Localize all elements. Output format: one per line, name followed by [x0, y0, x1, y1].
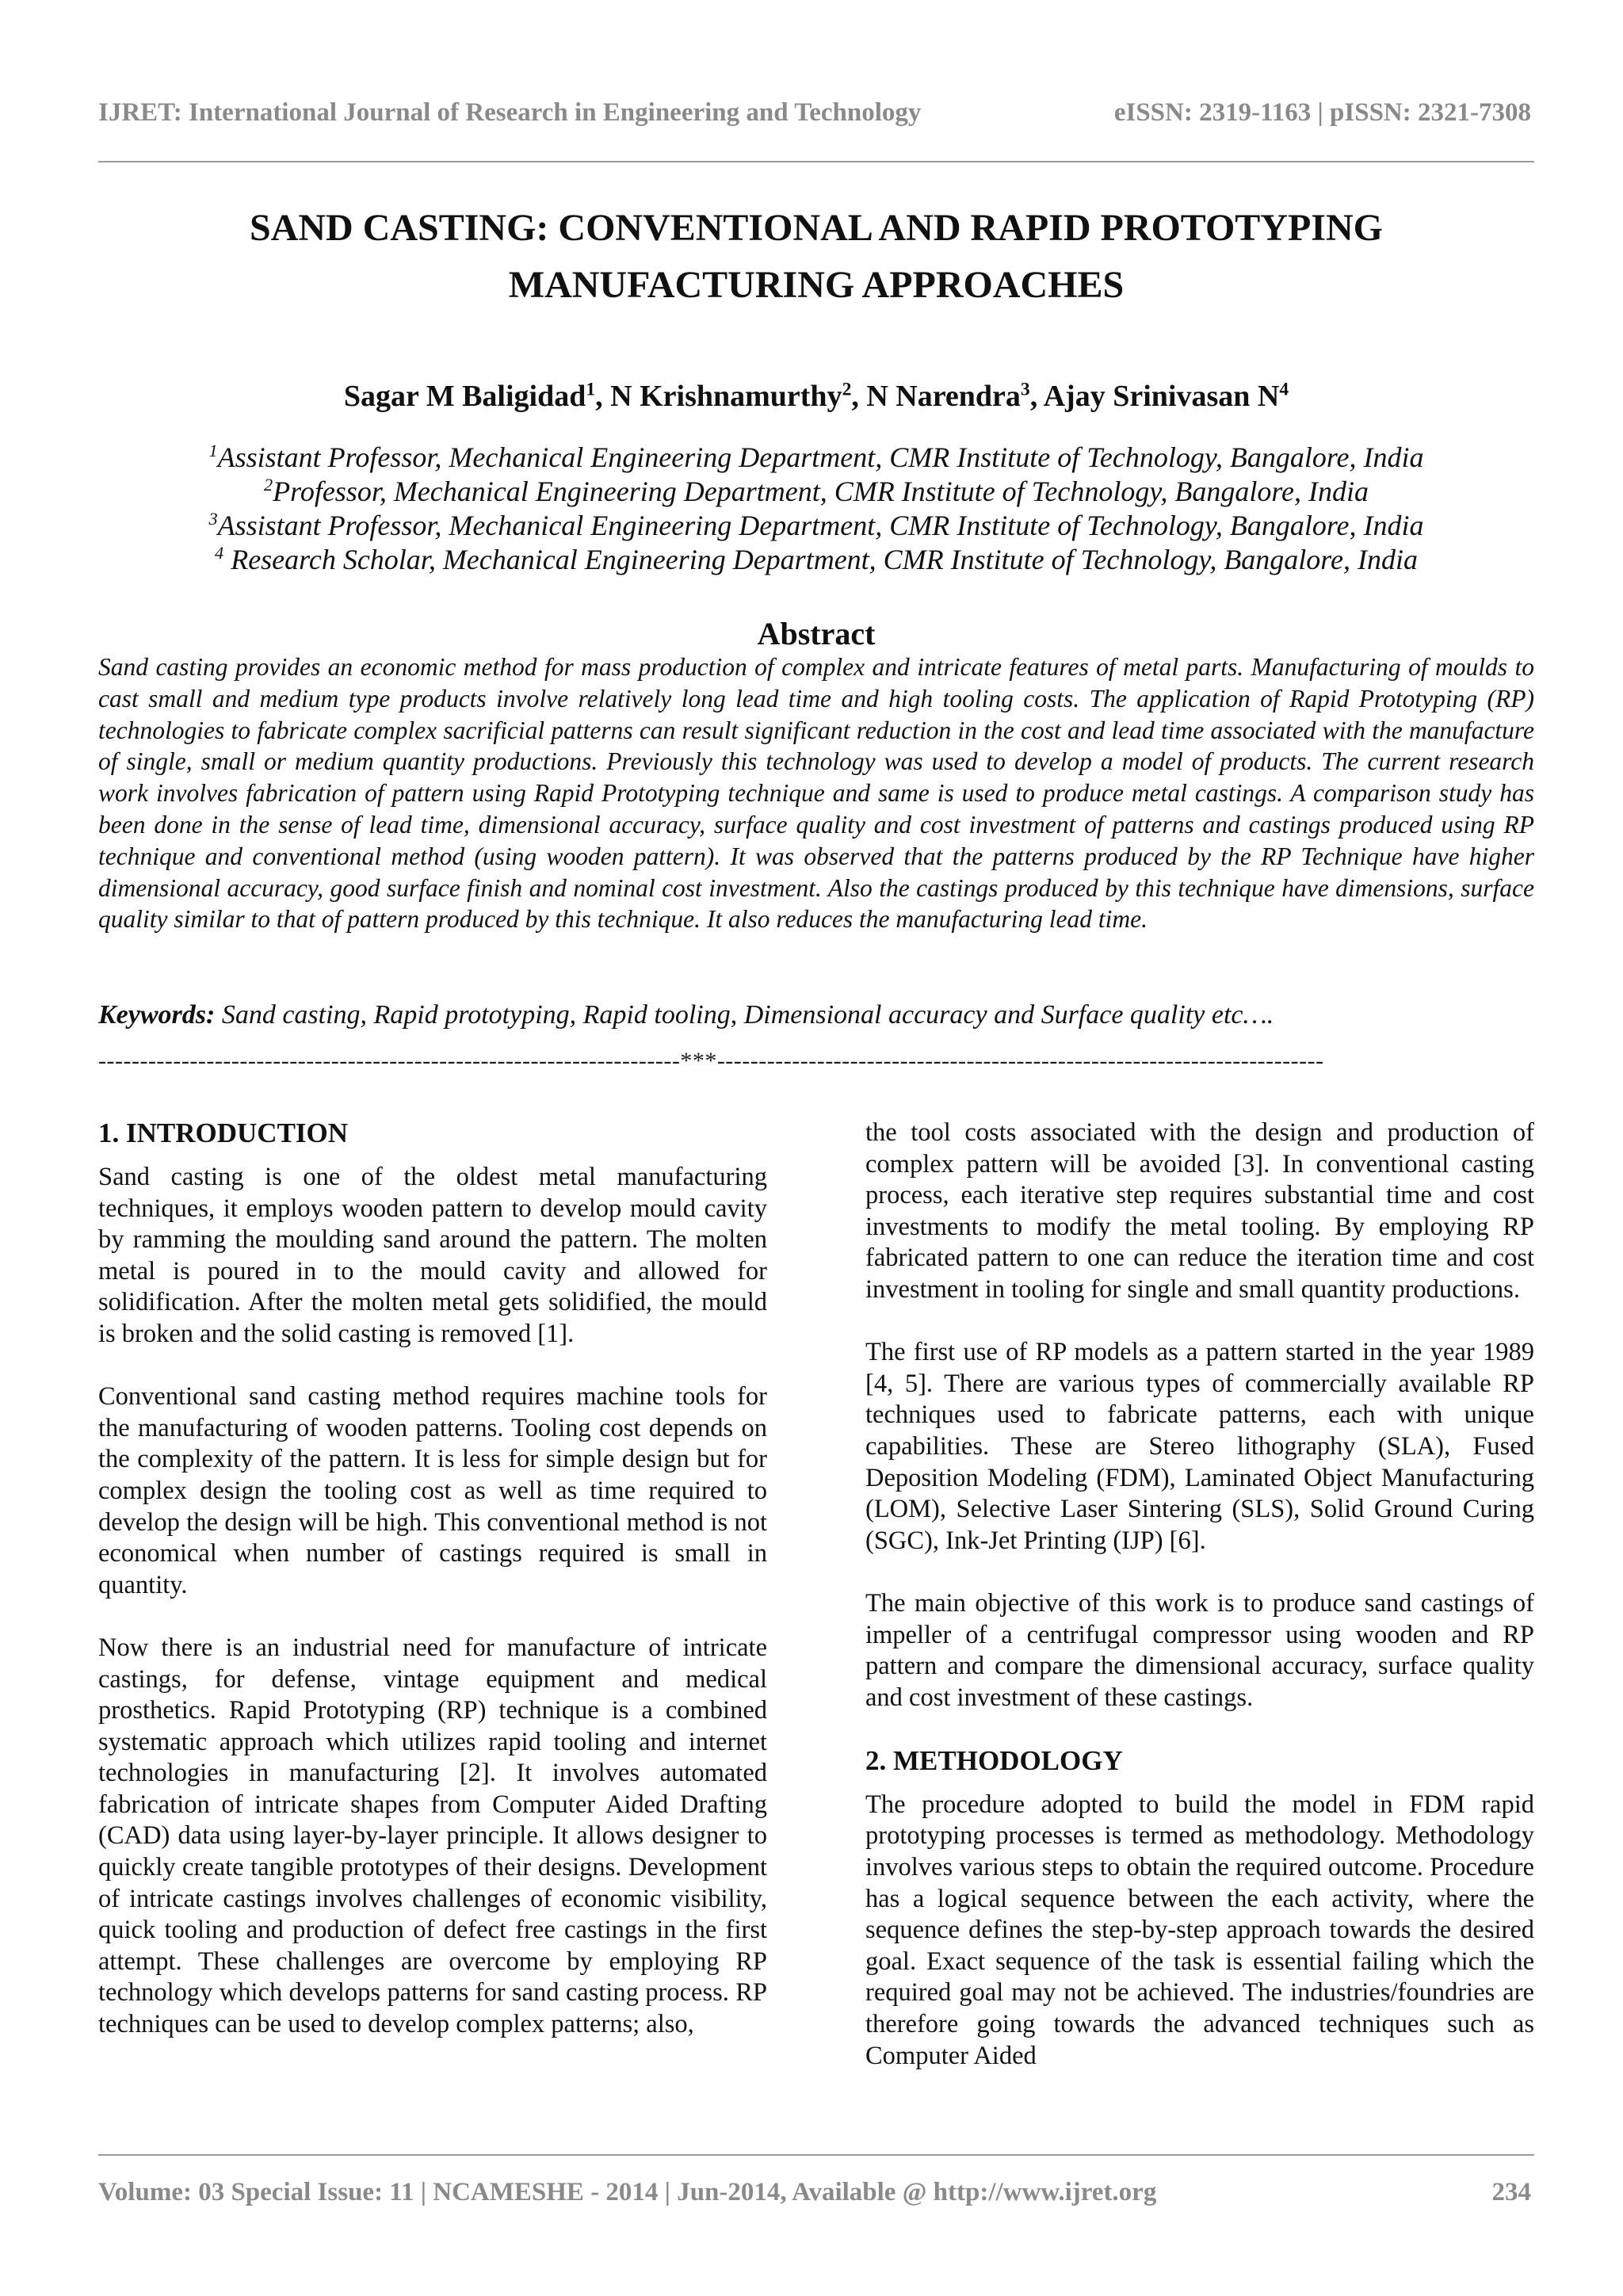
- author-mark: 1: [586, 379, 596, 400]
- title-line-2: MANUFACTURING APPROACHES: [508, 264, 1125, 306]
- journal-header: IJRET: International Journal of Research in Engineering and Technology: [98, 98, 922, 127]
- keywords-label: Keywords:: [98, 1000, 216, 1030]
- paper-title: [98, 200, 1534, 314]
- issn-header: eISSN: 2319-1163 | pISSN: 2321-7308: [1113, 98, 1531, 127]
- keywords: [98, 1000, 1534, 1030]
- author-name: Ajay Srinivasan N: [1043, 380, 1280, 413]
- abstract-text: Sand casting provides an economic method for mass production of complex and intricate features of metal parts. Manufacturing of moulds to cast small and medium type products involve relatively long lead time and high tooling costs. The application of Rapid Prototyping (RP) technologies to fabricate complex sacrificial patterns can result significant reduction in the cost and lead time associated with the manufacture of single, small or medium quantity productions. Previously this technology was used to develop a model of products. The current research work involves fabrication of pattern using Rapid Prototyping technique and same is used to produce metal castings. A comparison study has been done in the sense of lead time, dimensional accuracy, surface quality and cost investment of patterns and castings produced using RP technique and conventional method (using wooden pattern). It was observed that the patterns produced by the RP Technique have higher dimensional accuracy, good surface finish and nominal cost investment. Also the castings produced by this technique have dimensions, surface quality similar to that of pattern produced by this technique. It also reduces the manufacturing lead time.: [98, 653, 1534, 934]
- section-heading-methodology: 2. METHODOLOGY: [865, 1744, 1123, 1776]
- page-number: 234: [1491, 2178, 1531, 2206]
- author-mark: 3: [1020, 379, 1030, 400]
- paragraph: Sand casting is one of the oldest metal manufacturing techniques, it employs wooden pattern to develop mould cavity by ramming the moulding sand around the pattern. The molten metal is poured in to the mould cavity and allowed for solidification. After the molten metal gets solidified, the mould is broken and the solid casting is removed [1].: [98, 1163, 767, 1348]
- paragraph: Conventional sand casting method requires machine tools for the manufacturing of wooden patterns. Tooling cost depends on the complexity of the pattern. It is less for simple design but for complex design the tooling cost as well as time required to develop the design will be high. This conventional method is not economical when number of castings required is small in quantity.: [98, 1382, 767, 1599]
- author-mark: 4: [1279, 379, 1289, 400]
- footer-rule: [98, 2154, 1534, 2156]
- section-separator: ----------------------------------------------------------------------***-------------------------------------------------------------------------: [98, 1048, 1324, 1074]
- section-heading-introduction: 1. INTRODUCTION: [98, 1117, 349, 1148]
- paragraph: the tool costs associated with the design and production of complex pattern will be avoided [3]. In conventional casting process, each iterative step requires substantial time and cost investments to modify the metal tooling. By employing RP fabricated pattern to one can reduce the iteration time and cost investment in tooling for single and small quantity productions.: [865, 1118, 1534, 1304]
- affiliation-line: $^3$Assistant Professor, Mechanical Engineering Department, CMR Institute of Technology, Bangalore, India: [208, 509, 1424, 541]
- title-line-1: SAND CASTING: CONVENTIONAL AND RAPID PROTOTYPING: [250, 207, 1383, 249]
- paragraph: The main objective of this work is to produce sand castings of impeller of a centrifugal compressor using wooden and RP pattern and compare the dimensional accuracy, surface quality and cost investment of these castings.: [865, 1588, 1534, 1712]
- author-list: Sagar M Baligidad$^1$, N Krishnamurthy$^2$, N Narendra$^3$, Ajay Srinivasan $N^4$: [343, 379, 1289, 413]
- author-name: N Krishnamurthy: [610, 380, 842, 413]
- author-name: Sagar M Baligidad: [343, 380, 586, 413]
- left-column: [98, 1117, 767, 2072]
- footer-info: Volume: 03 Special Issue: 11 | NCAMESHE - 2014 | Jun-2014, Available @ http://www.ijret.org: [98, 2178, 1157, 2206]
- header-rule: [98, 161, 1534, 162]
- paragraph: The procedure adopted to build the model in FDM rapid prototyping processes is termed as methodology. Methodology involves various steps to obtain the required outcome. Procedure has a logical sequence between the each activity, where the sequence defines the step-by-step approach towards the desired goal. Exact sequence of the task is essential failing which the required goal may not be achieved. The industries/foundries are therefore going towards the advanced techniques such as Computer Aided: [865, 1790, 1534, 2070]
- right-column: [865, 1117, 1534, 2103]
- abstract-heading: Abstract: [757, 616, 876, 651]
- keywords-text: Sand casting, Rapid prototyping, Rapid tooling, Dimensional accuracy and Surface quality etc….: [215, 1000, 1274, 1030]
- paragraph: Now there is an industrial need for manufacture of intricate castings, for defense, vintage equipment and medical prosthetics. Rapid Prototyping (RP) technique is a combined systematic approach which utilizes rapid tooling and internet technologies in manufacturing [2]. It involves automated fabrication of intricate shapes from Computer Aided Drafting (CAD) data using layer-by-layer principle. It allows designer to quickly create tangible prototypes of their designs. Development of intricate castings involves challenges of economic visibility, quick tooling and production of defect free castings in the first attempt. These challenges are overcome by employing RP technology which develops patterns for sand casting process. RP techniques can be used to develop complex patterns; also,: [98, 1633, 767, 2039]
- affiliation-line: $^1$Assistant Professor, Mechanical Engineering Department, CMR Institute of Technology, Bangalore, India: [208, 441, 1424, 473]
- author-name: N Narendra: [866, 380, 1021, 413]
- author-mark: 2: [842, 379, 852, 400]
- affiliation-line: $^2$Professor, Mechanical Engineering Department, CMR Institute of Technology, Bangalore, India: [264, 475, 1369, 507]
- paragraph: The first use of RP models as a pattern started in the year 1989 [4, 5]. There are various types of commercially available RP techniques used to fabricate patterns, each with unique capabilities. These are Stereo lithography (SLA), Fused Deposition Modeling (FDM), Laminated Object Manufacturing (LOM), Selective Laser Sintering (SLS), Solid Ground Curing (SGC), Ink-Jet Printing (IJP) [6].: [865, 1338, 1534, 1555]
- affiliation-line: $^4$ Research Scholar, Mechanical Engineering Department, CMR Institute of Technology, Bangalore, India: [215, 543, 1418, 575]
- affiliation-list: [98, 441, 1534, 577]
